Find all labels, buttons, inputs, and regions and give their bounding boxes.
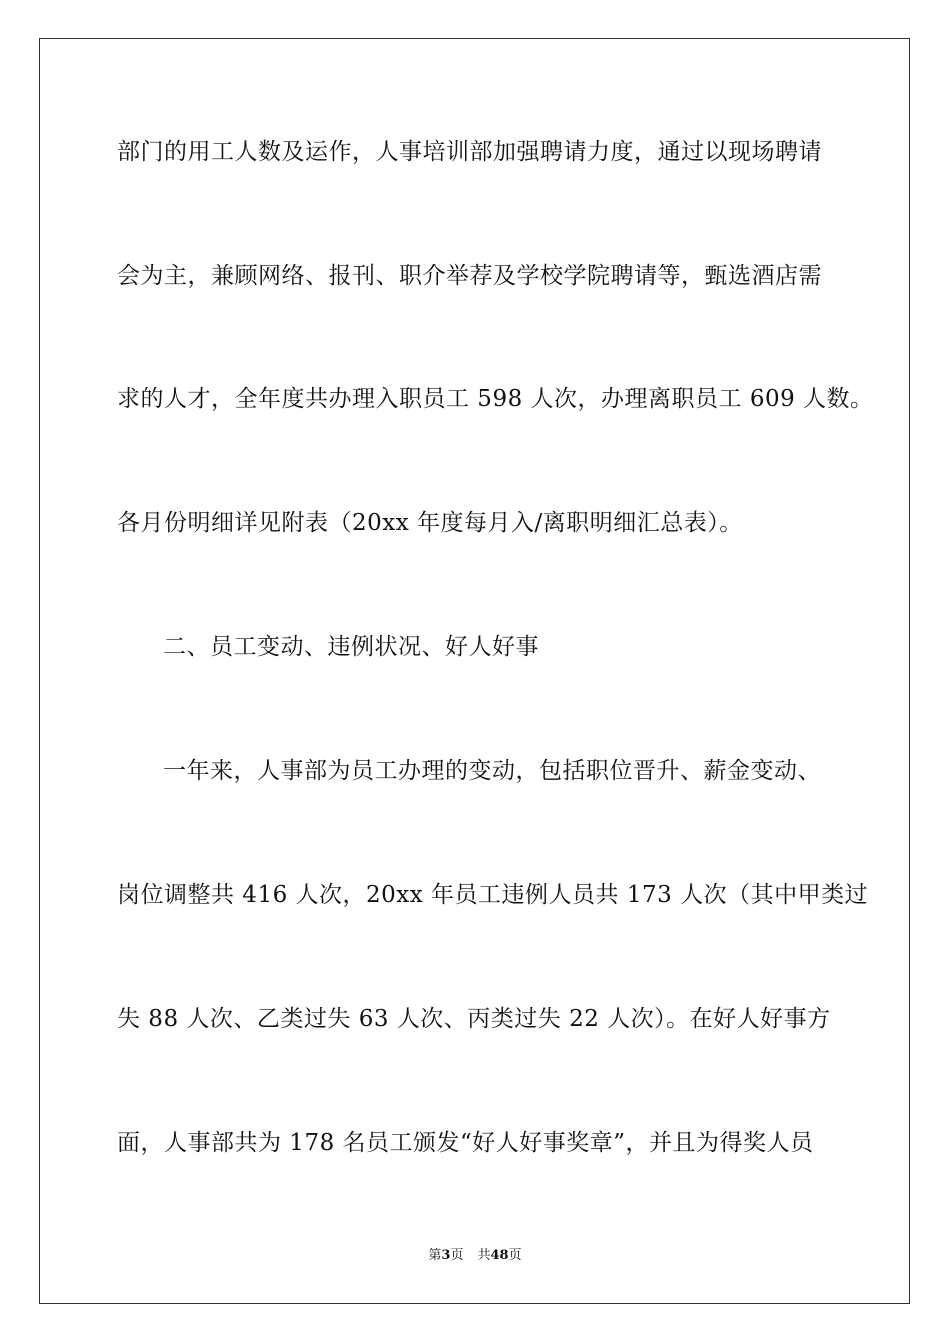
footer-page-prefix: 第 [428, 1248, 442, 1263]
body-text-line-4: 各月份明细详见附表（20xx 年度每月入/离职明细汇总表）。 [117, 510, 743, 536]
body-text-line-7: 失 88 人次、乙类过失 63 人次、丙类过失 22 人次）。在好人好事方 [117, 1006, 831, 1032]
body-text-line-5: 一年来，人事部为员工办理的变动，包括职位晋升、薪金变动、 [163, 758, 821, 784]
section-heading: 二、员工变动、违例状况、好人好事 [163, 634, 539, 660]
page-footer [0, 1247, 950, 1265]
body-text-line-8: 面，人事部共为 178 名员工颁发“好人好事奖章”，并且为得奖人员 [117, 1130, 814, 1156]
footer-page-suffix: 页 [450, 1248, 464, 1263]
body-text-line-6: 岗位调整共 416 人次，20xx 年员工违例人员共 173 人次（其中甲类过 [117, 882, 869, 908]
body-text-line-1: 部门的用工人数及运作，人事培训部加强聘请力度，通过以现场聘请 [117, 139, 822, 165]
page-border [39, 38, 910, 1304]
footer-total-suffix: 页 [508, 1248, 522, 1263]
footer-total-pages: 48 [490, 1248, 509, 1263]
body-text-line-3: 求的人才，全年度共办理入职员工 598 人次，办理离职员工 609 人数。 [117, 386, 874, 412]
body-text-line-2: 会为主，兼顾网络、报刊、职介举荐及学校学院聘请等，甄选酒店需 [117, 263, 822, 289]
footer-total-prefix: 共 [477, 1248, 491, 1263]
footer-page-number: 3 [441, 1248, 451, 1263]
